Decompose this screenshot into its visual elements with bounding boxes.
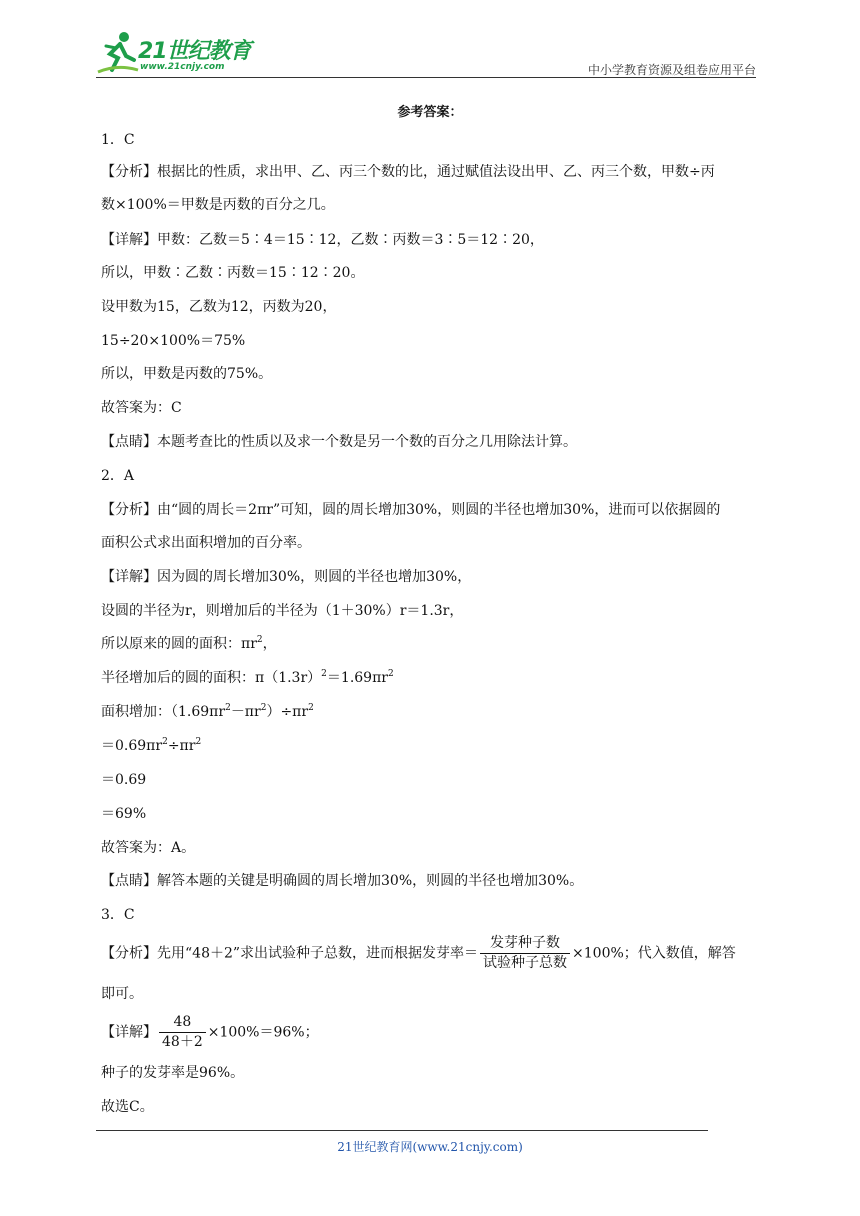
q3-detail-line-1: 【详解】 $\frac{48}{48+2}$ ×100%＝96%； xyxy=(101,1014,319,1050)
q1-detail-line-1: 【详解】甲数：乙数＝5∶4＝15∶12，乙数∶丙数＝3∶5＝12∶20， xyxy=(101,232,544,248)
q2-answer: 故答案为：A。 xyxy=(101,840,196,856)
q2-detail-line-6: $=0.69\pi r^2\div\pi r^2$ xyxy=(101,737,202,754)
q1-analysis-line-2: 数×100%＝甲数是丙数的百分之几。 xyxy=(101,197,335,213)
q3-number: 3．C xyxy=(101,907,135,923)
q1-detail-line-4: 15÷20×100%＝75% xyxy=(101,333,246,349)
footer-link[interactable]: 21世纪教育网(www.21cnjy.com) xyxy=(337,1140,523,1154)
q2-analysis-line-2: 面积公式求出面积增加的百分率。 xyxy=(101,535,311,551)
q2-detail-line-1: 【详解】因为圆的周长增加30%，则圆的半径也增加30%， xyxy=(101,569,472,585)
q1-detail-line-3: 设甲数为15，乙数为12，丙数为20， xyxy=(101,299,337,315)
footer-divider xyxy=(96,1130,708,1131)
page-title: 参考答案： xyxy=(397,105,463,120)
q2-detail-line-4: 半径增加后的圆的面积：$\pi(1.3r)^2=1.69\pi r^2$ xyxy=(101,669,394,686)
runner-logo-icon xyxy=(96,30,140,76)
q2-detail-line-5: 面积增加：$(1.69\pi r^2-\pi r^2)\div\pi r^2$ xyxy=(101,703,314,720)
q1-comment: 【点睛】本题考查比的性质以及求一个数是另一个数的百分之几用除法计算。 xyxy=(101,434,577,450)
q2-number: 2．A xyxy=(101,468,135,484)
page-header xyxy=(96,28,756,78)
header-divider xyxy=(96,77,756,78)
q2-comment: 【点睛】解答本题的关键是明确圆的周长增加30%，则圆的半径也增加30%。 xyxy=(101,873,584,889)
q1-number: 1．C xyxy=(101,132,135,148)
q3-detail-line-2: 种子的发芽率是96%。 xyxy=(101,1065,245,1081)
q1-analysis-line-1: 【分析】根据比的性质，求出甲、乙、丙三个数的比，通过赋值法设出甲、乙、丙三个数，甲数÷丙 xyxy=(101,164,715,180)
q1-detail-line-5: 所以，甲数是丙数的75%。 xyxy=(101,366,273,382)
logo-url: www.21cnjy.com xyxy=(140,62,225,72)
q1-answer: 故答案为：C xyxy=(101,400,182,416)
q3-answer: 故选C。 xyxy=(101,1099,154,1115)
logo xyxy=(96,28,266,78)
q2-detail-line-2: 设圆的半径为r，则增加后的半径为（1＋30%）r＝1.3r， xyxy=(101,603,464,619)
logo-text: 21世纪教育 xyxy=(138,39,251,64)
q2-analysis-line-1: 【分析】由“圆的周长＝2πr”可知，圆的周长增加30%，则圆的半径也增加30%，进而可以依据圆的 xyxy=(101,502,721,518)
q2-detail-line-7: ＝0.69 xyxy=(101,772,147,788)
q2-detail-line-3: 所以原来的圆的面积：$\pi r^2$， xyxy=(101,635,277,652)
q3-analysis-line-2: 即可。 xyxy=(101,986,143,1002)
germination-rate-fraction: $\frac{\text{发芽种子数}}{\text{试验种子总数}}$ xyxy=(480,935,570,972)
q1-detail-line-2: 所以，甲数∶乙数∶丙数＝15∶12∶20。 xyxy=(101,265,365,281)
platform-name: 中小学教育资源及组卷应用平台 xyxy=(587,63,756,77)
q2-detail-line-8: ＝69% xyxy=(101,806,147,822)
seed-fraction: $\frac{48}{48+2}$ xyxy=(159,1014,206,1051)
q3-analysis-line-1: 【分析】先用“48＋2”求出试验种子总数，进而根据发芽率＝ $\frac{\text{发芽种子数}}{\text{试验种子总数}}$ ×100%；代入数值，解答 xyxy=(101,935,736,971)
